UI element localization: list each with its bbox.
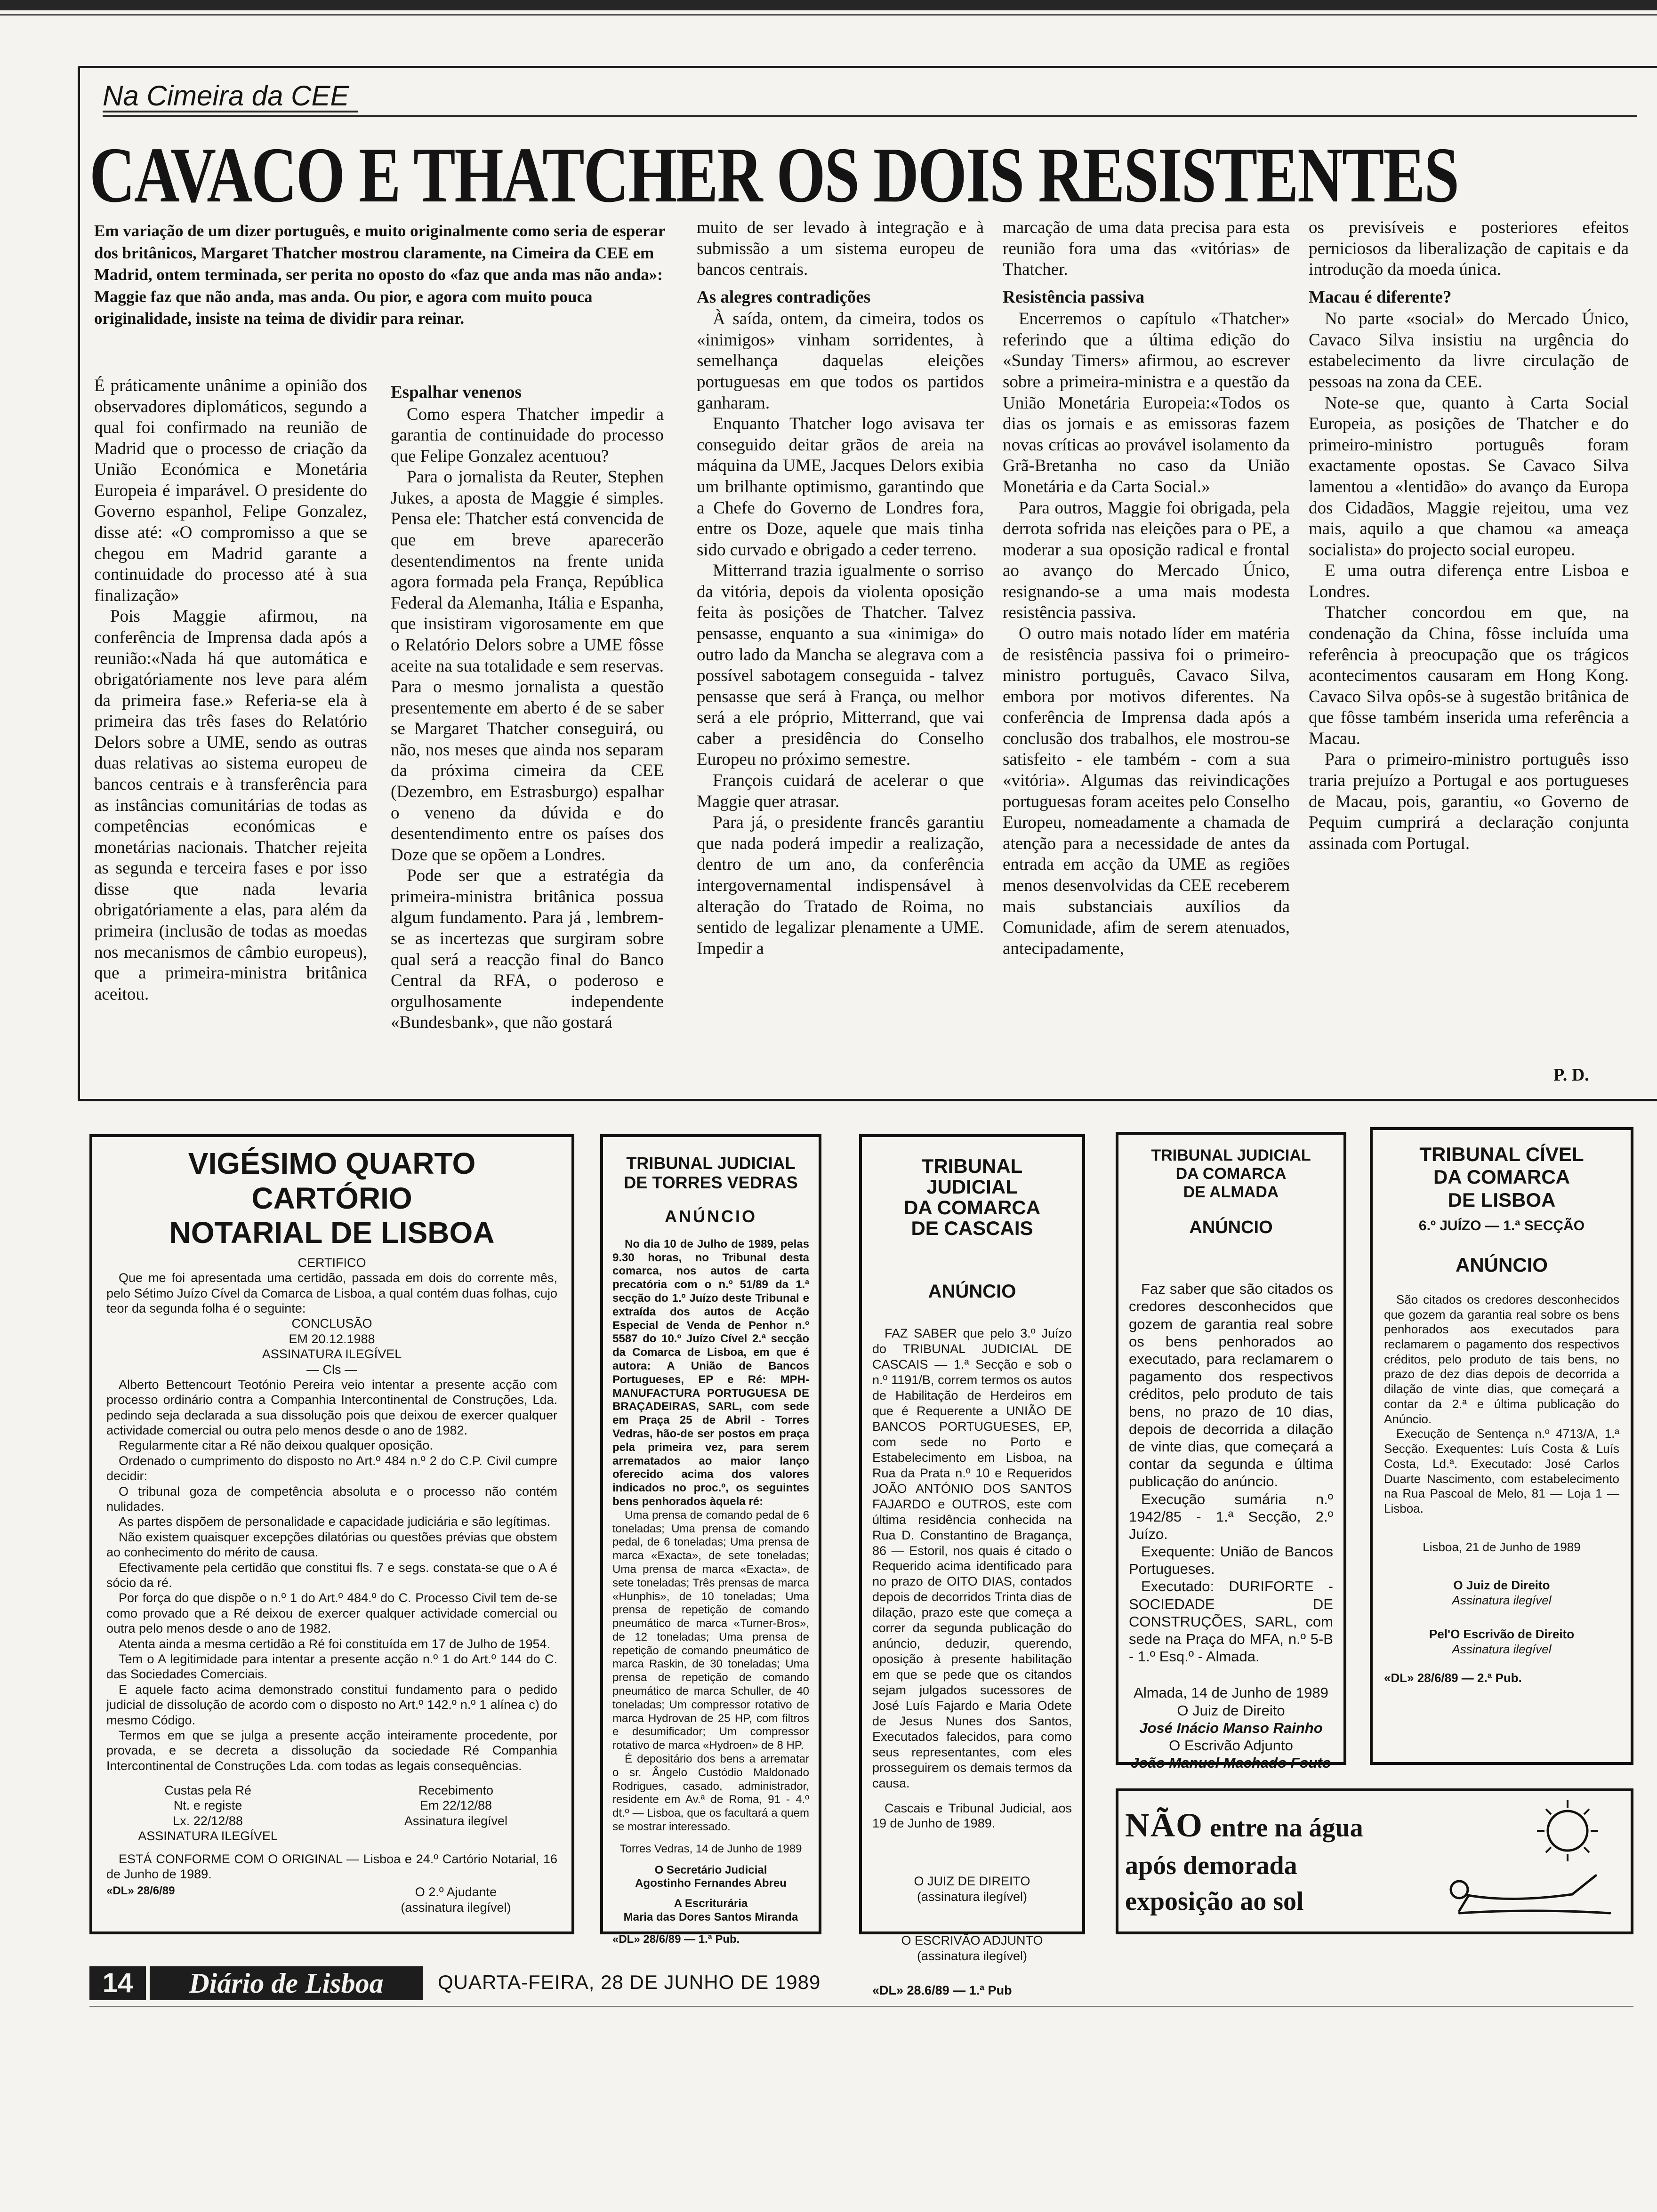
notice-signatory: José Inácio Manso Rainho: [1139, 1719, 1323, 1736]
notice-signatory: O JUIZ DE DIREITO: [914, 1874, 1030, 1889]
notice-signatory: Assinatura ilegível: [1452, 1642, 1552, 1656]
notice-paragraph: Termos em que se julga a presente acção inteiramente procedente, por provada, e se decreta a dissolução da sociedade Ré Companhia Intercontinental de Construções Lda. com todas as legais consequências.: [106, 1728, 557, 1773]
paragraph: No parte «social» do Mercado Único, Cavaco Silva insistiu na urgência do estabelecimento da livre circulação de pessoas na zona da CEE.: [1309, 309, 1629, 392]
sun-icon: [1537, 1800, 1598, 1861]
notice-line: Recebimento: [418, 1783, 493, 1798]
notice-signatory: Assinatura ilegível: [1452, 1593, 1552, 1608]
ad-line: após demorada: [1125, 1851, 1297, 1881]
article-column-5: [1309, 217, 1629, 854]
notice-signatory: O Juiz de Direito: [1177, 1702, 1285, 1719]
notice-date: Torres Vedras, 14 de Junho de 1989: [619, 1842, 802, 1855]
notice-dl: «DL» 28.6/89 — 1.ª Pub: [872, 1983, 1012, 1998]
subheading: Resistência passiva: [1003, 287, 1145, 307]
notice-date: Almada, 14 de Junho de 1989: [1134, 1684, 1328, 1701]
notice-tribunal-torres-vedras: [600, 1134, 821, 1946]
footer-rule: [89, 2006, 1633, 2007]
notice-paragraph: Regularmente citar a Ré não deixou qualquer oposição.: [119, 1438, 433, 1453]
notice-paragraph: Execução de Sentença n.º 4713/A, 1.ª Secção. Exequentes: Luís Costa & Luís Costa, Ld.ª. Executado: José Carlos Duarte Nascimento, com estabelecimento na Rua Pascoal de Melo, 81 — Loja 1 — Lisboa.: [1384, 1427, 1619, 1515]
notice-date: Lisboa, 21 de Junho de 1989: [1423, 1539, 1581, 1554]
paragraph: Como espera Thatcher impedir a garantia de continuidade do processo que Felipe Gonzalez acentuou?: [391, 404, 664, 466]
notice-title: NOTARIAL DE LISBOA: [169, 1216, 495, 1250]
article-column-4: [1003, 217, 1290, 959]
notice-paragraph: O tribunal goza de competência absoluta e o processo não contém nulidades.: [106, 1484, 557, 1514]
notice-paragraph: Efectivamente pela certidão que constitui fls. 7 e segs. constata-se que o A é sócio da ré.: [106, 1560, 557, 1590]
paragraph: Para já, o presidente francês garantiu que nada poderá impedir a realização, dentro de um ano, da conferência intergovernamental indispensável à alteração do Tratado de Roima, no sentido de legalizar plenamente a UME. Impedir a: [697, 813, 984, 958]
notice-title: DE ALMADA: [1183, 1183, 1279, 1202]
notice-line: — Cls —: [306, 1362, 357, 1377]
notice-signatory: O Juiz de Direito: [1453, 1578, 1550, 1593]
notice-line: Lx. 22/12/88: [173, 1813, 243, 1828]
notice-tribunal-cascais: [859, 1134, 1085, 1998]
notice-title: TRIBUNAL CÍVEL: [1419, 1143, 1584, 1165]
notice-line: O 2.º Ajudante: [415, 1885, 497, 1899]
notice-paragraph: Alberto Bettencourt Teotónio Pereira veio intentar a presente acção com processo ordinário contra a Companhia Intercontinental de Construções, Lda. pedindo seja declarada a sua dissolução pois que deixou de exercer qualquer actividade comercial ou outra pelo menos desde o ano de 1982.: [106, 1377, 557, 1438]
notice-line: (assinatura ilegível): [401, 1900, 511, 1915]
notice-paragraph: As partes dispõem de personalidade e capacidade judiciária e são legítimas.: [119, 1515, 551, 1529]
notice-dl: «DL» 28/6/89 — 2.ª Pub.: [1384, 1671, 1522, 1685]
paragraph: os previsíveis e posteriores efeitos perniciosos da liberalização de capitais e da introdução da moeda única.: [1309, 218, 1629, 280]
notice-signatory: (assinatura ilegível): [917, 1949, 1028, 1964]
notice-title: DE TORRES VEDRAS: [624, 1173, 798, 1193]
notice-paragraph: Executado: DURIFORTE - SOCIEDADE DE CONSTRUÇÕES, SARL, com sede na Praça do MFA, n.º 5-B - 1.º Esq.º - Almada.: [1129, 1578, 1333, 1665]
notice-title: DA COMARCA: [1433, 1166, 1570, 1188]
notice-title: TRIBUNAL JUDICIAL: [1151, 1146, 1311, 1164]
sunbather-illustration-icon: [1440, 1795, 1624, 1927]
ad-headline-word: NÃO: [1125, 1806, 1203, 1844]
notice-paragraph: Exequente: União de Bancos Portugueses.: [1129, 1543, 1333, 1578]
section-rule: [103, 115, 1637, 117]
paragraph: Pois Maggie afirmou, na conferência de Imprensa dada após a reunião:«Nada há que automática e obrigatóriamente nos leve para além da primeira fase.» Referia-se ela à primeira das três fases do Relatório Delors sobre a UME, sendo as outras duas relativas ao sistema europeu de bancos centrais e à transferência para as instâncias comunitárias de todas as competências económicas e monetárias nacionais. Thatcher rejeita as segunda e terceira fases e por isso disse que nada levaria obrigatóriamente a elas, para além da primeira (inclusão de todas as moedas nos mecanismos de câmbio europeus), que a primeira-ministra britânica aceitou.: [94, 607, 367, 1004]
notice-heading: ANÚNCIO: [1456, 1253, 1548, 1276]
paragraph: Pode ser que a estratégia da primeira-ministra britânica possua algum fundamento. Para já , lembrem-se as incertezas que surgiram sobre qual será a reacção final do Banco Central da RFA, o poderoso e orgulhosamente independente «Bundesbank», que não gostará: [391, 866, 664, 1033]
notice-heading: ANÚNCIO: [665, 1206, 757, 1226]
ad-line: exposição ao sol: [1125, 1886, 1304, 1916]
notice-title: DA COMARCA: [1175, 1165, 1287, 1183]
notice-signatory: Agostinho Fernandes Abreu: [635, 1877, 787, 1890]
notice-paragraph: Execução sumária n.º 1942/85 - 1.ª Secção, 2.º Juízo.: [1129, 1491, 1333, 1542]
paragraph: Enquanto Thatcher logo avisava ter conseguido deitar grãos de areia na máquina da UME, Jacques Delors exibia um brilhante optimismo, garantindo que a Chefe do Governo de Londres fora, entre os Doze, aquele que mais tinha sido curvado e obrigado a ceder terreno.: [697, 414, 984, 560]
headline: CAVACO E THATCHER OS DOIS RESISTENTES: [89, 131, 1458, 219]
notice-title: VIGÉSIMO QUARTO CARTÓRIO: [188, 1146, 476, 1215]
subheading: Espalhar venenos: [391, 383, 522, 402]
article-column-2: [391, 376, 664, 1034]
notice-paragraph: Faz saber que são citados os credores desconhecidos que gozem de garantia real sobre os bens penhorados ao executado, para reclamarem o pagamento dos respectivos créditos, pelo produto de tais bens, no prazo de 10 dias, depois de decorrida a dilação de vinte dias, que começará a contar da segunda e última publicação do anúncio.: [1129, 1281, 1333, 1490]
notice-date: Cascais e Tribunal Judicial, aos 19 de Junho de 1989.: [872, 1801, 1072, 1831]
notice-paragraph: Atenta ainda a mesma certidão a Ré foi constituída em 17 de Julho de 1954.: [119, 1636, 551, 1651]
paragraph: François cuidará de acelerar o que Maggie quer atrasar.: [697, 771, 984, 811]
notice-tribunal-almada: [1116, 1132, 1346, 1771]
subheading: As alegres contradições: [697, 287, 871, 307]
notice-signatory: João Manuel Machado Fouto: [1131, 1755, 1331, 1771]
notice-title: TRIBUNAL: [921, 1155, 1023, 1177]
notice-signatory: O Secretário Judicial: [654, 1863, 767, 1876]
notice-line: EM 20.12.1988: [289, 1331, 375, 1346]
notice-title: DE LISBOA: [1448, 1188, 1556, 1211]
notice-line: Em 22/12/88: [419, 1798, 492, 1813]
notice-line: Assinatura ilegível: [404, 1813, 508, 1828]
paragraph: Para o primeiro-ministro português isso traria prejuízo a Portugal e aos portugueses de Macau, pois, garantiu, «o Governo de Pequim cumprirá a declaração conjunta assinada com Portugal.: [1309, 750, 1629, 853]
notice-dl: «DL» 28/6/89: [106, 1884, 175, 1898]
notice-signatory: Maria das Dores Santos Miranda: [623, 1911, 798, 1924]
notice-subtitle: CERTIFICO: [298, 1255, 366, 1270]
notice-line: ASSINATURA ILEGÍVEL: [138, 1829, 278, 1843]
notice-cartorio-notarial: [89, 1134, 574, 1934]
article-column-3: [697, 217, 984, 959]
notice-paragraph: Tem o A legitimidade para intentar a presente acção n.º 1 do Art.º 144 do C. das Sociedades Comerciais.: [106, 1651, 557, 1682]
notice-heading: ANÚNCIO: [928, 1281, 1016, 1302]
paragraph: À saída, ontem, da cimeira, todos os «inimigos» vinham sorridentes, à semelhança daquelas eleições portuguesas em que todos os partidos ganharam.: [697, 309, 984, 413]
notice-paragraph: São citados os credores desconhecidos que gozem da garantia real sobre os bens penhorados aos executados para reclamarem o pagamento dos respectivos créditos, pelo produto de tais bens, no prazo de dez dias depois de decorrida a dilação de vinte dias, que começará a contar da 2.ª e última publicação do Anúncio.: [1384, 1292, 1619, 1426]
notice-signatory: Pel'O Escrivão de Direito: [1429, 1627, 1575, 1641]
notice-paragraph: Que me foi apresentada uma certidão, passada em dois do corrente mês, pelo Sétimo Juízo Cível da Comarca de Lisboa, a qual contém duas folhas, cujo teor da segunda folha é o seguinte:: [106, 1271, 557, 1315]
paragraph: Mitterrand trazia igualmente o sorriso da vitória, depois da violenta oposição feita às posições de Thatcher. Talvez pensasse, enquanto a sua «inimiga» do outro lado da Mancha se alegrava com a possível sabotagem conseguida - talvez pensasse que será à França, ou melhor será a ele próprio, Mitterrand, que vai caber a presidência do Conselho Europeu no próximo semestre.: [697, 561, 984, 769]
page-number: 14: [89, 1966, 146, 2000]
article-column-1: [94, 376, 367, 1005]
paragraph: O outro mais notado líder em matéria de resistência passiva foi o primeiro-ministro português, Cavaco Silva, embora por motivos diferentes. Na conferência de Imprensa dada após a conclusão dos trabalhos, ele mostrou-se satisfeito - ele também - com a sua «vitória». Algumas das reivindicações portuguesas foram aceites pelo Conselho Europeu, nomeadamente a chamada de atenção para a necessidade de antes da entrada em acção da UME as regiões menos desenvolvidas da CEE receberem mais substanciais auxílios da Comunidade, afim de serem atenuados, antecipadamente,: [1003, 624, 1290, 958]
notice-signatory: A Escriturária: [674, 1897, 748, 1910]
top-rule: [0, 14, 1657, 16]
notice-line: ASSINATURA ILEGÍVEL: [262, 1347, 402, 1362]
sun-safety-ad-text: [1125, 1803, 1363, 1919]
person-lying-icon: [1451, 1875, 1610, 1913]
notice-signatory: O ESCRIVÃO ADJUNTO: [901, 1933, 1043, 1948]
notice-title: TRIBUNAL JUDICIAL: [626, 1154, 796, 1173]
paragraph: marcação de uma data precisa para esta reunião fora uma das «vitórias» de Thatcher.: [1003, 218, 1290, 280]
paragraph: Encerremos o capítulo «Thatcher» referindo que a última edição do «Sunday Timers» afirmou, ao escrever sobre a primeira-ministra e a questão da União Monetária Europeia:«Todos os dias os jornais e as emissoras fazem novas críticas ao provável isolamento da Grã-Bretanha no caso da União Monetária e da Carta Social.»: [1003, 309, 1290, 497]
paragraph: É práticamente unânime a opinião dos observadores diplomáticos, segundo a qual foi confirmado na reunião de Madrid que o processo de criação da União Económica e Monetária Europeia é imparável. O presidente do Governo espanhol, Felipe Gonzalez, disse até: «O compromisso a que se chegou em Madrid garante a continuidade do processo até à sua finalização»: [94, 376, 367, 605]
paragraph: Note-se que, quanto à Carta Social Europeia, as posições de Thatcher e do primeiro-ministro português foram exactamente opostas. Se Cavaco Silva lamentou a «lentidão» do avanço da Europa dos Cidadãos, Maggie rejeitou, uma vez mais, aquilo a que chamou «a ameaça socialista» do projecto social europeu.: [1309, 393, 1629, 560]
notice-paragraph: Uma prensa de comando pedal de 6 toneladas; Uma prensa de comando pedal, de 6 toneladas; Uma prensa de marca «Exacta», de sete toneladas; Uma prensa de marca «Exacta», de sete toneladas; Três prensas de marca «Hunphis», de 10 toneladas; Uma prensa de repetição de comando pneumático de marca «Turner-Bros», de 12 toneladas; Uma prensa de repetição de comando pneumático de marca Raskin, de 30 toneladas; Uma prensa de repetição de comando pneumático de marca Schuller, de 40 toneladas; Um compressor rotativo de marca Hydrovan de 25 HP, com filtros e desumificador; Um compressor rotativo de marca «Hydroen» de 8 HP.: [612, 1508, 809, 1752]
notice-heading: ANÚNCIO: [1189, 1218, 1273, 1238]
notice-signatory: (assinatura ilegível): [917, 1890, 1028, 1904]
ad-line: entre na água: [1210, 1813, 1363, 1843]
paragraph: E uma outra diferença entre Lisboa e Londres.: [1309, 561, 1629, 601]
author-signature: P. D.: [1553, 1065, 1589, 1085]
notice-paragraph: Por força do que dispõe o n.º 1 do Art.º 484.º do C. Processo Civil tem de-se como provado que a Ré deixou de exercer qualquer actividade comercial ou outra pelo menos desde o ano de 1982.: [106, 1591, 557, 1636]
notice-tribunal-civel-lisboa: [1370, 1127, 1633, 1765]
notice-paragraph: E aquele facto acima demonstrado constitui fundamento para o pedido judicial de dissolução de acordo com o disposto no Art.º 142.º n.º 1 alínea c) do mesmo Código.: [106, 1682, 557, 1727]
notice-subtitle: 6.º JUÍZO — 1.ª SECÇÃO: [1418, 1218, 1585, 1234]
top-border-band: [0, 0, 1657, 10]
paragraph: Para o jornalista da Reuter, Stephen Jukes, a aposta de Maggie é simples. Pensa ele: Thatcher está convencida de que em breve aparecerão desentendimentos na frente unida agora formada pela França, República Federal da Alemanha, Itália e Espanha, que insistiram vigorosamente em que o Relatório Delors sobre a UME fôsse aceite na sua totalidade e sem reservas. Para o mesmo jornalista a questão presentemente em aberto é de se saber se Margaret Thatcher conseguirá, ou não, nos meses que ainda nos separam da próxima cimeira da CEE (Dezembro, em Estrasburgo) espalhar o veneno da dúvida e do desentendimento entre os países dos Doze que se opõem a Londres.: [391, 467, 664, 865]
notice-paragraph: FAZ SABER que pelo 3.º Juízo do TRIBUNAL JUDICIAL DE CASCAIS — 1.ª Secção e sob o n.º 1191/B, correm termos os autos de Habilitação de Herdeiros em que é Requerente a UNIÃO DE BANCOS PORTUGUESES, EP, com sede no Porto e Estabelecimento em Lisboa, na Rua da Prata n.º 10 e Requeridos JOÃO ANTÓNIO DOS SANTOS FAJARDO e OUTROS, este com última residência conhecida na Rua D. Constantino de Bragança, 86 — Estoril, nos quais é citado o Requerido acima identificado para no prazo de OITO DIAS, contados depois de decorridos Trinta dias de dilação, prazo este que começa a correr da segunda publicação do anúncio, deduzir, querendo, oposição à presente habilitação em que se pede que os citandos sejam julgados sucessores de José Luís Fajardo e Maria Odete de Jesus Nunes dos Santos, Executados falecidos, para como seus representantes, com eles prosseguirem os demais termos da causa.: [872, 1326, 1072, 1790]
notice-line: Custas pela Ré: [164, 1783, 251, 1798]
subheading: Macau é diferente?: [1309, 287, 1452, 307]
notice-title: JUDICIAL: [926, 1176, 1018, 1198]
paragraph: Para outros, Maggie foi obrigada, pela derrota sofrida nas eleições para o PE, a moderar a sua oposição radical e frontal ao avanço do Mercado Único, resignando-se a uma mais modesta resistência passiva.: [1003, 498, 1290, 623]
paragraph: Thatcher concordou em que, na condenação da China, fôsse incluída uma referência à preocupação que os trágicos acontecimentos causaram em Hong Kong. Cavaco Silva opôs-se à sugestão britânica de que fôsse também inserida uma referência a Macau.: [1309, 603, 1629, 748]
masthead-logo: Diário de Lisboa: [150, 1966, 423, 2000]
paragraph: muito de ser levado à integração e à submissão a um sistema europeu de bancos centrais.: [697, 218, 984, 280]
article-lead: Em variação de um dizer português, e muito originalmente como seria de esperar dos britânicos, Margaret Thatcher mostrou claramente, na Cimeira da CEE em Madrid, ontem terminada, ser perita no oposto do «faz que anda mas não anda»: Maggie faz que não anda, mas anda. Ou pior, e agora com muito pouca originalidade, insiste na teima de dividir para reinar.: [94, 222, 665, 328]
notice-line: Nt. e registe: [173, 1798, 242, 1813]
notice-dl: «DL» 28/6/89 — 1.ª Pub.: [612, 1932, 740, 1946]
notice-paragraph: É depositário dos bens a arrematar o sr. Ângelo Custódio Maldonado Rodrigues, casado, administrador, residente em Av.ª de Roma, 91 - 4.º dt.º — Lisboa, que os facultará a quem se mostrar interessado.: [612, 1753, 809, 1834]
section-label: Na Cimeira da CEE: [103, 81, 358, 112]
notice-line: CONCLUSÃO: [291, 1316, 372, 1331]
notice-title: DE CASCAIS: [911, 1217, 1033, 1240]
notice-paragraph: Ordenado o cumprimento do disposto no Art.º 484 n.º 2 do C.P. Civil cumpre decidir:: [106, 1453, 557, 1483]
notice-paragraph: ESTÁ CONFORME COM O ORIGINAL — Lisboa e 24.º Cartório Notarial, 16 de Junho de 1989.: [106, 1851, 557, 1882]
notice-title: DA COMARCA: [903, 1196, 1041, 1219]
notice-paragraph: Não existem quaisquer excepções dilatórias ou questões prévias que obstem ao conhecimento do mérito de causa.: [106, 1530, 557, 1560]
notice-paragraph: No dia 10 de Julho de 1989, pelas 9.30 horas, no Tribunal desta comarca, nos autos de carta precatória com o n.º 51/89 da 1.ª secção do 1.º Juízo deste Tribunal e extraída dos autos de Acção Especial de Venda de Penhor n.º 5587 do 10.º Juízo Cível 2.ª secção da Comarca de Lisboa, em que é autora: A União de Bancos Portugueses, EP e Ré: MPH-MANUFACTURA PORTUGUESA DE BRAÇADEIRAS, SARL, com sede em Praça 25 de Abril - Torres Vedras, hão-de ser postos em praça pela primeira vez, para serem arrematados ao maior lanço oferecido acima dos valores indicados no proc.º, os seguintes bens penhorados àquela ré:: [612, 1237, 809, 1508]
issue-date: QUARTA-FEIRA, 28 DE JUNHO DE 1989: [438, 1971, 821, 1993]
notice-signatory: O Escrivão Adjunto: [1169, 1737, 1293, 1754]
